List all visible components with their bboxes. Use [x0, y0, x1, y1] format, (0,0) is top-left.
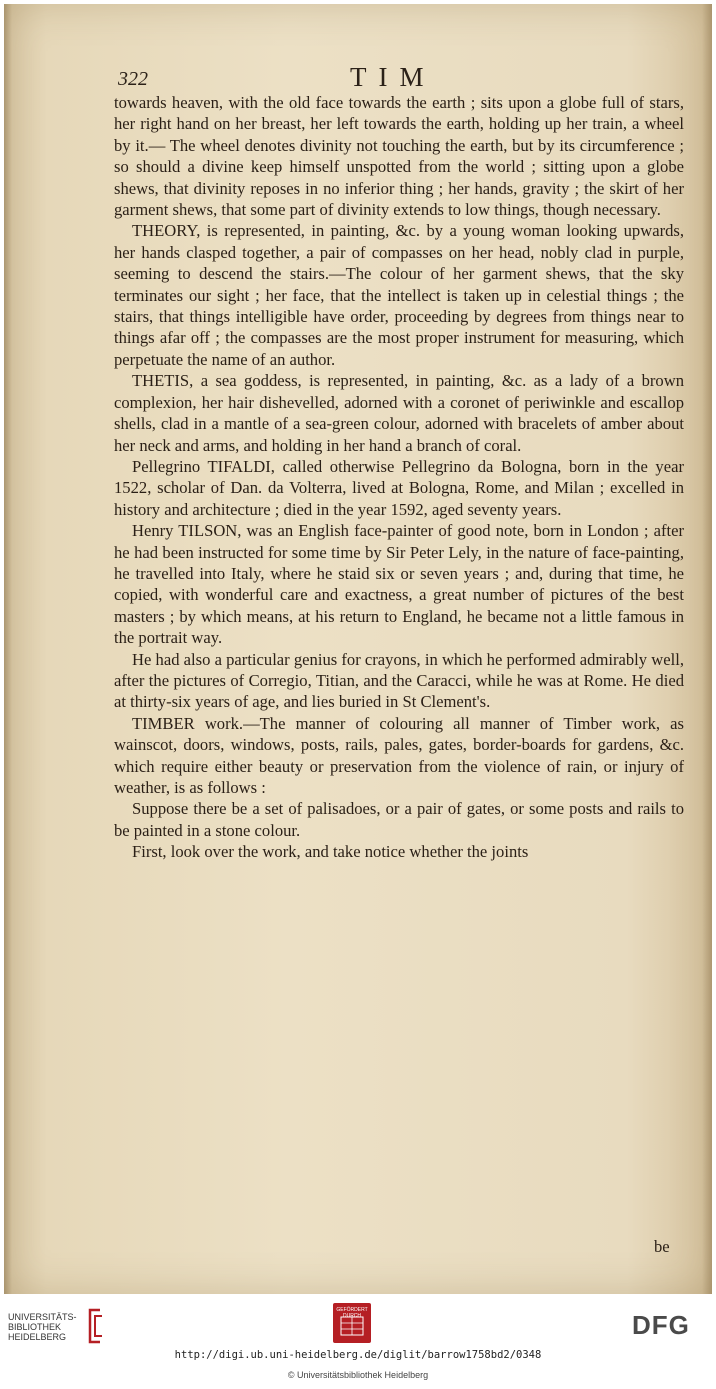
catchword: be — [654, 1237, 670, 1256]
page-number: 322 — [118, 68, 148, 90]
page-header — [114, 62, 684, 92]
dfg-logo[interactable]: DFG — [632, 1310, 690, 1340]
page-shadow-right — [702, 4, 712, 1294]
copyright-notice: © Universitätsbibliothek Heidelberg — [287, 1370, 429, 1380]
running-head: TIM — [350, 62, 436, 92]
page-shadow-left — [4, 4, 12, 1294]
paragraph-palisadoes: Suppose there be a set of palisadoes, or a pair of gates, or some posts and rails to be painted in a stone colour. — [114, 799, 684, 840]
library-name-line3: HEIDELBERG — [8, 1332, 67, 1342]
university-library-logo[interactable] — [8, 1308, 104, 1348]
library-name-line1: UNIVERSITÄTS- — [8, 1312, 77, 1322]
seal-pattern-icon — [333, 1303, 371, 1343]
seal-text: GEFÖRDERT DURCH — [336, 1307, 368, 1319]
permalink-url[interactable]: http://digi.ub.uni-heidelberg.de/diglit/barrow1758bd2/0348 — [174, 1349, 542, 1361]
paragraph-thetis: THETIS, a sea goddess, is represented, in painting, &c. as a lady of a brown complexion, her hair dishevelled, adorned with a coronet of periwinkle and escallop shells, clad in a mantle of a sea-green colour, adorned with bracelets of amber about her neck and arms, and holding in her hand a branch of coral. — [114, 371, 684, 455]
paragraph-tifaldi: Pellegrino TIFALDI, called otherwise Pellegrino da Bologna, born in the year 1522, scholar of Dan. da Volterra, lived at Bologna, Rome, and Milan ; excelled in history and architecture ; died in the year 1592, aged seventy years. — [114, 456, 684, 519]
paragraph-tilson-crayons: He had also a particular genius for crayons, in which he performed admirably well, after the pictures of Corregio, Titian, and the Caracci, while he was at Rome. He died at thirty-six years of age, and lies buried in St Clement's. — [114, 649, 684, 712]
library-name-line2: BIBLIOTHEK — [8, 1322, 62, 1332]
paragraph-first: First, look over the work, and take notice whether the joints — [132, 842, 529, 862]
library-bracket-icon — [82, 1308, 104, 1344]
digitization-seal-icon[interactable] — [333, 1303, 371, 1343]
body-text — [114, 92, 684, 863]
paragraph-timber-work: TIMBER work.—The manner of colouring all manner of Timber work, as wainscot, doors, windows, posts, rails, pales, gates, border-boards for gardens, &c. which require either beauty or preservation from the violence of rain, or injury of weather, is as follows : — [114, 713, 684, 797]
paragraph-theory: THEORY, is represented, in painting, &c. by a young woman looking upwards, her hands clasped together, a pair of compasses on her head, nobly clad in purple, seeming to descend the stairs.—The colour of her garment shews, that the sky terminates our sight ; her face, that the intellect is taken up in celestial things ; the stairs, that things intelligible have order, proceeding by degrees from things near to things afar off ; the compasses are the most proper instrument for measuring, which perpetuate the name of an author. — [114, 221, 684, 369]
paragraph-tilson: Henry TILSON, was an English face-painter of good note, born in London ; after he had been instructed for some time by Sir Peter Lely, in the nature of face-painting, he travelled into Italy, where he staid six or seven years ; and, during that time, he copied, with wonderful care and exactness, a great number of pictures of the best masters ; by which means, at his return to England, he became not a little famous in the portrait way. — [114, 521, 684, 648]
paragraph-continuation: towards heaven, with the old face towards the earth ; sits upon a globe full of stars, her right hand on her breast, her left towards the earth, holding up her train, a wheel by it.— The wheel denotes divinity not touching the earth, but by its circumference ; so should a divine keep himself unspotted from the world ; sitting upon a globe shews, that divinity reposes in no inferior thing ; her hands, gravity ; the skirt of her garment shews, that some part of divinity extends to low things, though necessary. — [114, 93, 684, 220]
